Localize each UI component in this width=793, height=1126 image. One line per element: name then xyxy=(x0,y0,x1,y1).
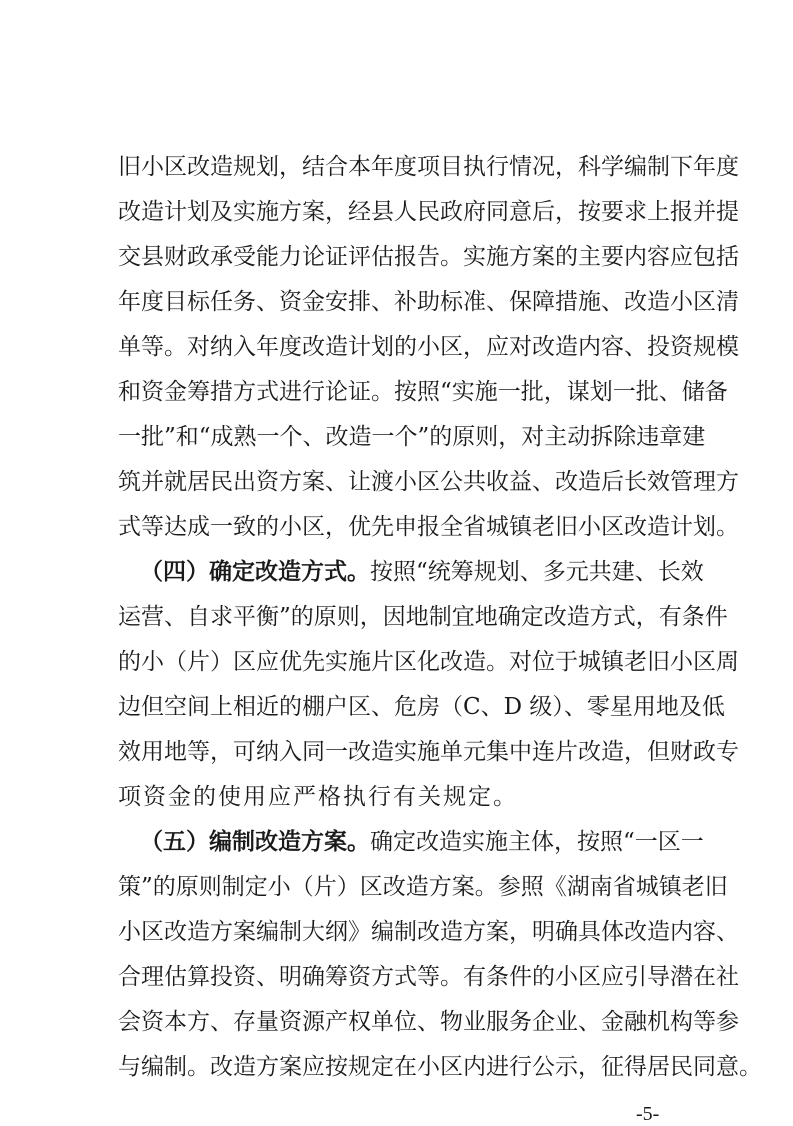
text-line: 式等达成一致的小区，优先申报全省城镇老旧小区改造计划。 xyxy=(118,514,739,540)
text-line: 策”的原则制定小（片）区改造方案。参照《湖南省城镇老旧 xyxy=(118,874,728,900)
text-line: 年度目标任务、资金安排、补助标准、保障措施、改造小区清 xyxy=(118,289,739,315)
section-5-heading: （五）编制改造方案。 xyxy=(140,829,370,855)
text-line: 筑并就居民出资方案、让渡小区公共收益、改造后长效管理方 xyxy=(118,469,739,495)
text-line: 合理估算投资、明确筹资方式等。有条件的小区应引导潜在社 xyxy=(118,964,739,990)
text-line: 一批”和“成熟一个、改造一个”的原则，对主动拆除违章建 xyxy=(118,424,706,450)
page-number: -5- xyxy=(636,1103,660,1125)
text-line-last: 项资金的使用应严格执行有关规定。 xyxy=(118,784,518,810)
text-line: 的小（片）区应优先实施片区化改造。对位于城镇老旧小区周 xyxy=(118,649,739,675)
text-line: 改造计划及实施方案，经县人民政府同意后，按要求上报并提 xyxy=(118,199,739,225)
text-line: 与编制。改造方案应按规定在小区内进行公示，征得居民同意。 xyxy=(118,1054,762,1080)
text-line: 会资本方、存量资源产权单位、物业服务企业、金融机构等参 xyxy=(118,1009,739,1035)
section-4-first-line xyxy=(140,557,704,587)
text-line: 小区改造方案编制大纲》编制改造方案，明确具体改造内容、 xyxy=(118,919,739,945)
text-line: 效用地等，可纳入同一改造实施单元集中连片改造，但财政专 xyxy=(118,739,739,765)
section-5-first-line-text: 确定改造实施主体，按照“一区一 xyxy=(370,829,704,855)
text-line: 单等。对纳入年度改造计划的小区，应对改造内容、投资规模 xyxy=(118,334,739,360)
text-line: 和资金筹措方式进行论证。按照“实施一批，谋划一批、储备 xyxy=(118,379,728,405)
section-4-first-line-text: 按照“统筹规划、多元共建、长效 xyxy=(370,559,704,585)
section-4-heading: （四）确定改造方式。 xyxy=(140,559,370,585)
section-5-first-line xyxy=(140,827,704,857)
text-line: 边但空间上相近的棚户区、危房（C、D 级）、零星用地及低 xyxy=(118,694,725,720)
text-line: 旧小区改造规划，结合本年度项目执行情况，科学编制下年度 xyxy=(118,154,739,180)
text-line: 交县财政承受能力论证评估报告。实施方案的主要内容应包括 xyxy=(118,244,739,270)
text-line: 运营、自求平衡”的原则，因地制宜地确定改造方式，有条件 xyxy=(118,604,728,630)
